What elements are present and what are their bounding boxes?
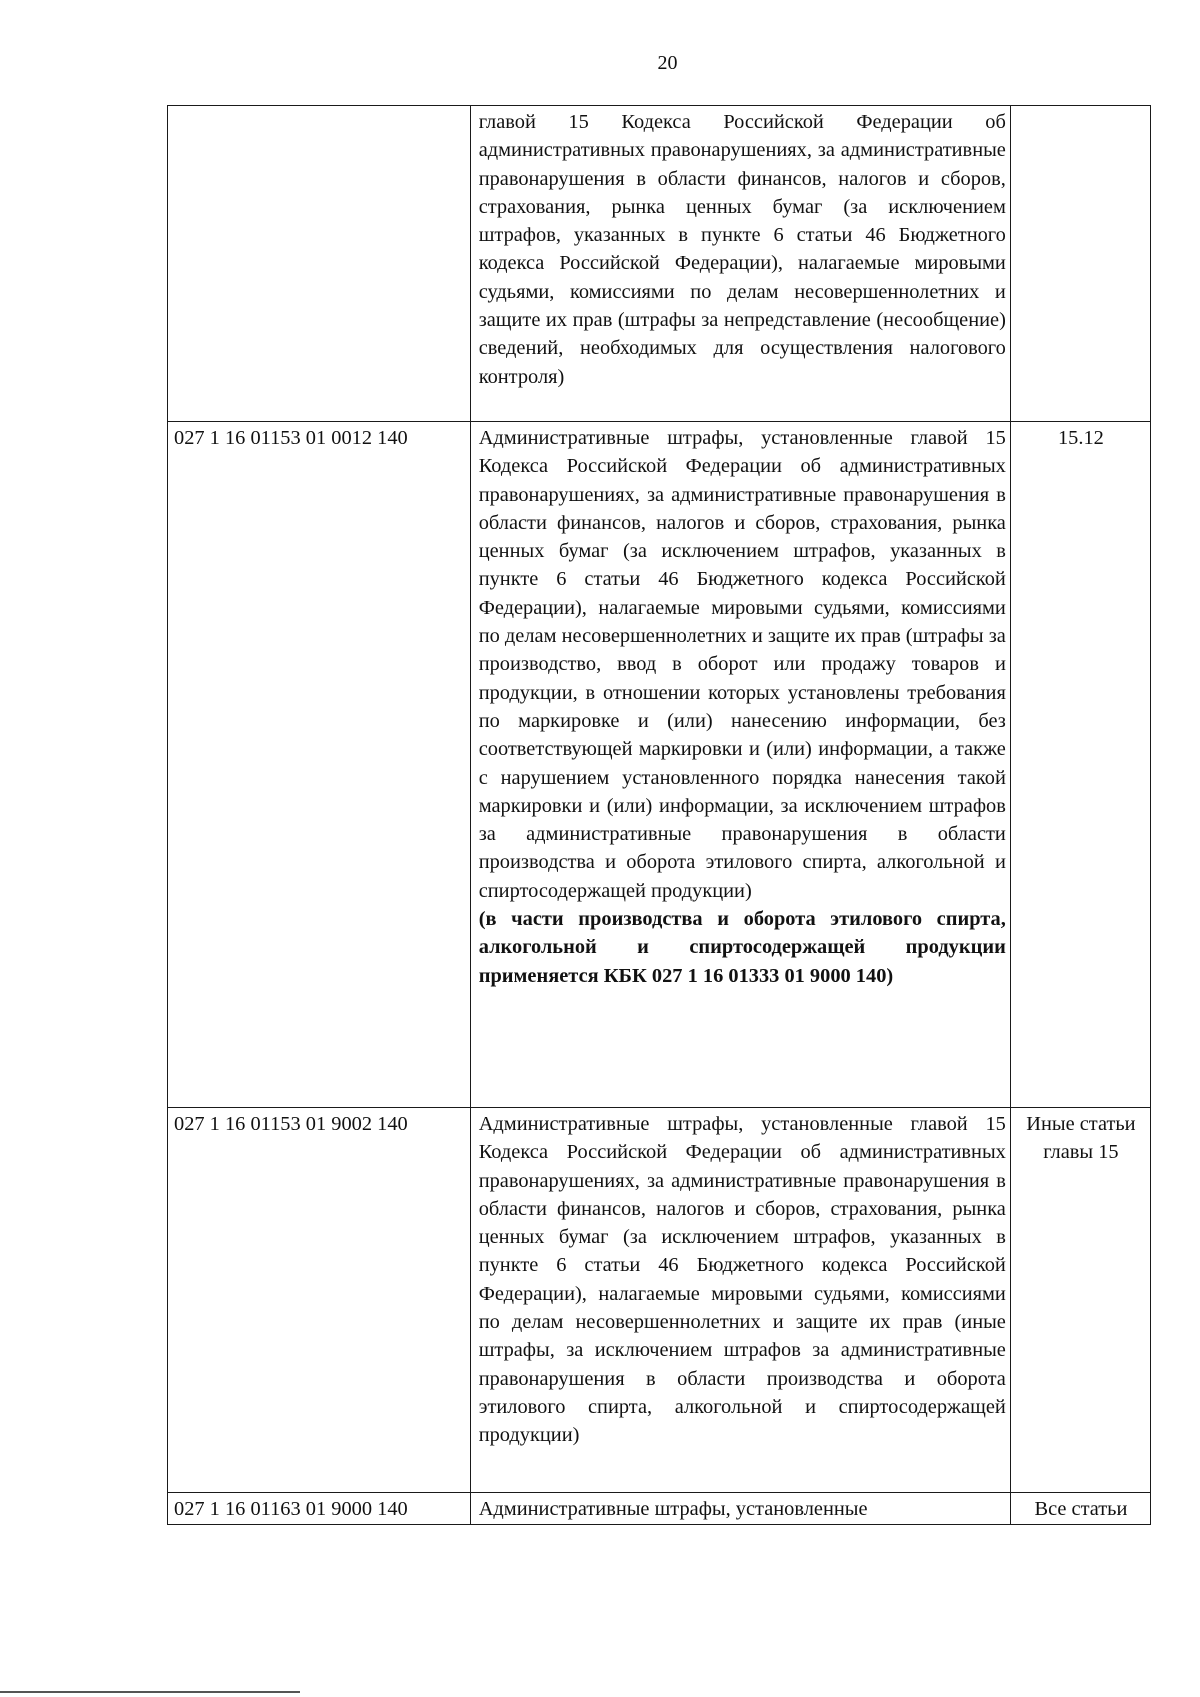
scan-edge-line bbox=[0, 1691, 300, 1693]
kbk-code-cell: 027 1 16 01153 01 9002 140 bbox=[168, 1108, 471, 1493]
description-cell bbox=[470, 1108, 1010, 1493]
budget-classification-table bbox=[167, 105, 1151, 1525]
table-row bbox=[168, 1108, 1151, 1493]
kbk-code-cell: 027 1 16 01153 01 0012 140 bbox=[168, 422, 471, 1108]
table-row bbox=[168, 422, 1151, 1108]
articles-cell: Иные статьи главы 15 bbox=[1010, 1108, 1150, 1493]
description-text: Административные штрафы, установленные главой 15 Кодекса Российской Федерации об административных правонарушениях, за административные правонарушения в области финансов, налогов и сборов, страхования, рынка ценных бумаг (за исключением штрафов, указанных в пункте 6 статьи 46 Бюджетного кодекса Российской Федерации), налагаемые мировыми судьями, комиссиями по делам несовершеннолетних и защите их прав (иные штрафы, за исключением штрафов за административные правонарушения в области производства и оборота этилового спирта, алкогольной и спиртосодержащей продукции) bbox=[478, 1113, 1006, 1447]
kbk-code-cell: 027 1 16 01163 01 9000 140 bbox=[168, 1493, 471, 1525]
page-number: 20 bbox=[657, 52, 678, 74]
description-text: Административные штрафы, установленные bbox=[478, 1498, 868, 1520]
table-row bbox=[168, 1493, 1151, 1525]
table-row bbox=[168, 106, 1151, 422]
articles-cell bbox=[1010, 106, 1150, 422]
articles-cell: Все статьи bbox=[1010, 1493, 1150, 1525]
description-cell bbox=[470, 1493, 1010, 1525]
kbk-note: (в части производства и оборота этилового спирта, алкогольной и спиртосодержащей продукции применяется КБК 027 1 16 01333 01 9000 140) bbox=[478, 908, 1006, 987]
description-cell bbox=[470, 106, 1010, 422]
description-text: Административные штрафы, установленные главой 15 Кодекса Российской Федерации об административных правонарушениях, за административные правонарушения в области финансов, налогов и сборов, страхования, рынка ценных бумаг (за исключением штрафов, указанных в пункте 6 статьи 46 Бюджетного кодекса Российской Федерации), налагаемые мировыми судьями, комиссиями по делам несовершеннолетних и защите их прав (штрафы за производство, ввод в оборот или продажу товаров и продукции, в отношении которых установлены требования по маркировке и (или) нанесению информации, без соответствующей маркировки и (или) информации, а также с нарушением установленного порядка нанесения такой маркировки и (или) информации, за исключением штрафов за административные правонарушения в области производства и оборота этилового спирта, алкогольной и спиртосодержащей продукции) bbox=[478, 427, 1006, 902]
kbk-code-cell bbox=[168, 106, 471, 422]
description-text: главой 15 Кодекса Российской Федерации об административных правонарушениях, за административные правонарушения в области финансов, налогов и сборов, страхования, рынка ценных бумаг (за исключением штрафов, указанных в пункте 6 статьи 46 Бюджетного кодекса Российской Федерации), налагаемые мировыми судьями, комиссиями по делам несовершеннолетних и защите их прав (штрафы за непредставление (несообщение) сведений, необходимых для осуществления налогового контроля) bbox=[478, 111, 1006, 388]
description-cell bbox=[470, 422, 1010, 1108]
articles-cell: 15.12 bbox=[1010, 422, 1150, 1108]
